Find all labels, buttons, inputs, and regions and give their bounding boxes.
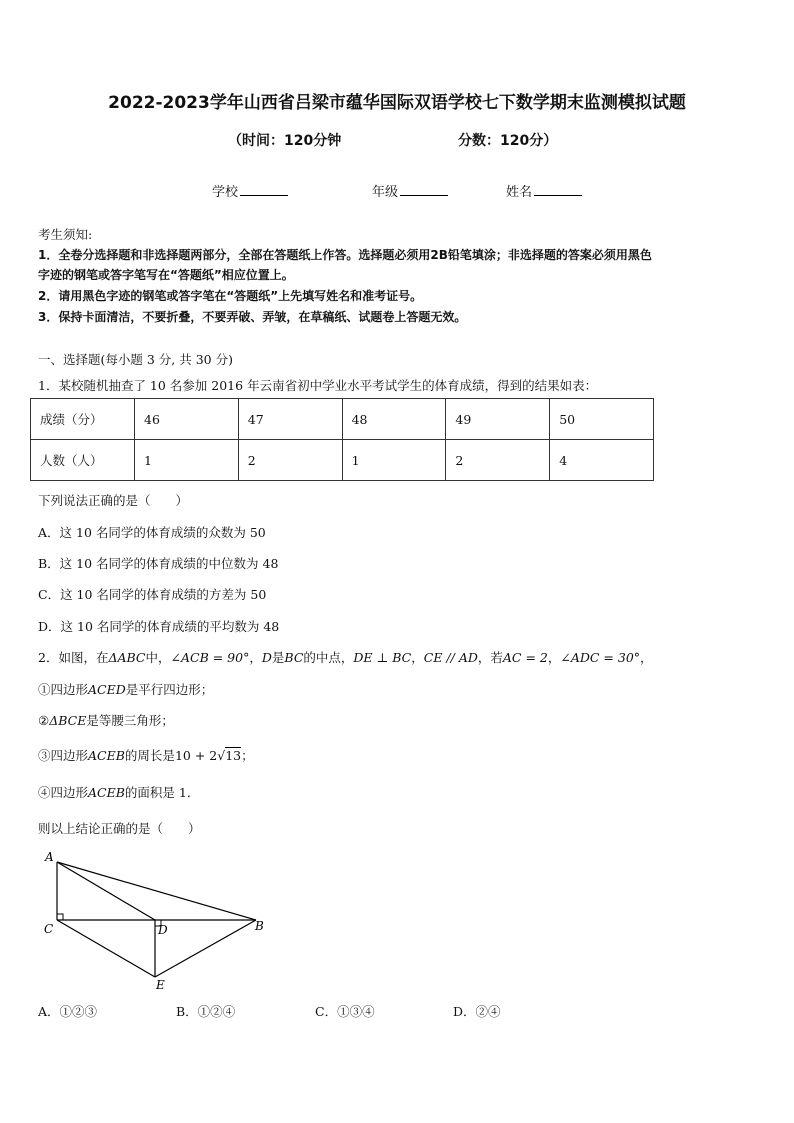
q2-stem: 2．如图，在ΔABC中，∠ACB = 90°，D是BC的中点，DE ⊥ BC，CE // AD，若AC = 2，∠ADC = 30°， — [38, 650, 653, 665]
q2-statement-2: ②ΔBCE是等腰三角形； — [38, 713, 174, 728]
q1-option-a[interactable]: A．这 10 名同学的体育成绩的众数为 50 — [38, 525, 266, 540]
notice-heading: 考生须知: — [38, 227, 93, 242]
exam-time: （时间：120分钟 — [228, 133, 342, 149]
segment-ad — [57, 862, 155, 920]
table-cell: 49 — [446, 399, 550, 440]
score-table — [30, 398, 654, 481]
table-cell: 1 — [342, 440, 446, 481]
table-cell: 46 — [135, 399, 239, 440]
table-cell: 1 — [135, 440, 239, 481]
notice-item-1: 1．全卷分选择题和非选择题两部分，全部在答题纸上作答。选择题必须用2B铅笔填涂；非选择题的答案必须用黑色 — [38, 248, 652, 262]
q2-option-c[interactable]: C．①③④ — [315, 1004, 375, 1019]
notice-item-2: 2．请用黑色字迹的钢笔或答字笔在“答题纸”上先填写姓名和准考证号。 — [38, 289, 423, 303]
section-heading: 一、选择题(每小题 3 分, 共 30 分) — [38, 352, 233, 367]
table-row — [31, 399, 654, 440]
notice-item-3: 3．保持卡面清洁，不要折叠，不要弄破、弄皱，在草稿纸、试题卷上答题无效。 — [38, 310, 467, 324]
table-cell: 48 — [342, 399, 446, 440]
table-cell: 50 — [550, 399, 654, 440]
q1-stem: 1．某校随机抽查了 10 名参加 2016 年云南省初中学业水平考试学生的体育成绩，得到的结果如表： — [38, 378, 598, 393]
grade-field[interactable]: 年级 — [372, 181, 448, 200]
table-cell: 47 — [238, 399, 342, 440]
label-c: C — [44, 922, 54, 936]
q1-option-b[interactable]: B．这 10 名同学的体育成绩的中位数为 48 — [38, 556, 279, 571]
label-a: A — [45, 850, 54, 864]
q1-option-c[interactable]: C．这 10 名同学的体育成绩的方差为 50 — [38, 587, 267, 602]
notice-item-1-cont: 字迹的钢笔或答字笔写在“答题纸”相应位置上。 — [38, 268, 294, 282]
page-title: 2022-2023学年山西省吕梁市蕴华国际双语学校七下数学期末监测模拟试题 — [108, 93, 686, 113]
q2-prompt: 则以上结论正确的是（ ） — [38, 821, 201, 836]
q2-option-a[interactable]: A．①②③ — [38, 1004, 98, 1019]
q2-option-d[interactable]: D．②④ — [453, 1004, 501, 1019]
table-cell: 人数（人） — [31, 440, 135, 481]
table-cell: 4 — [550, 440, 654, 481]
label-e: E — [156, 978, 165, 990]
q2-statement-1: ①四边形ACED是平行四边形； — [38, 682, 214, 697]
q2-statement-4: ④四边形ACEB的面积是 1． — [38, 785, 200, 800]
q2-statement-3: ③四边形ACEB的周长是10 + 2√13； — [38, 748, 254, 763]
geometry-figure — [38, 850, 278, 990]
exam-score: 分数：120分） — [458, 133, 558, 149]
school-field[interactable]: 学校 — [212, 181, 288, 200]
label-d: D — [158, 923, 168, 937]
q2-option-b[interactable]: B．①②④ — [176, 1004, 236, 1019]
label-b: B — [255, 919, 264, 933]
table-cell: 成绩（分） — [31, 399, 135, 440]
q1-prompt: 下列说法正确的是（ ） — [38, 493, 189, 508]
right-angle-c — [57, 914, 63, 920]
segment-ce — [57, 920, 155, 977]
table-cell: 2 — [446, 440, 550, 481]
table-cell: 2 — [238, 440, 342, 481]
name-field[interactable]: 姓名 — [506, 181, 582, 200]
q1-option-d[interactable]: D．这 10 名同学的体育成绩的平均数为 48 — [38, 619, 280, 634]
table-row — [31, 440, 654, 481]
segment-eb — [155, 920, 256, 977]
segment-ab — [57, 862, 256, 920]
